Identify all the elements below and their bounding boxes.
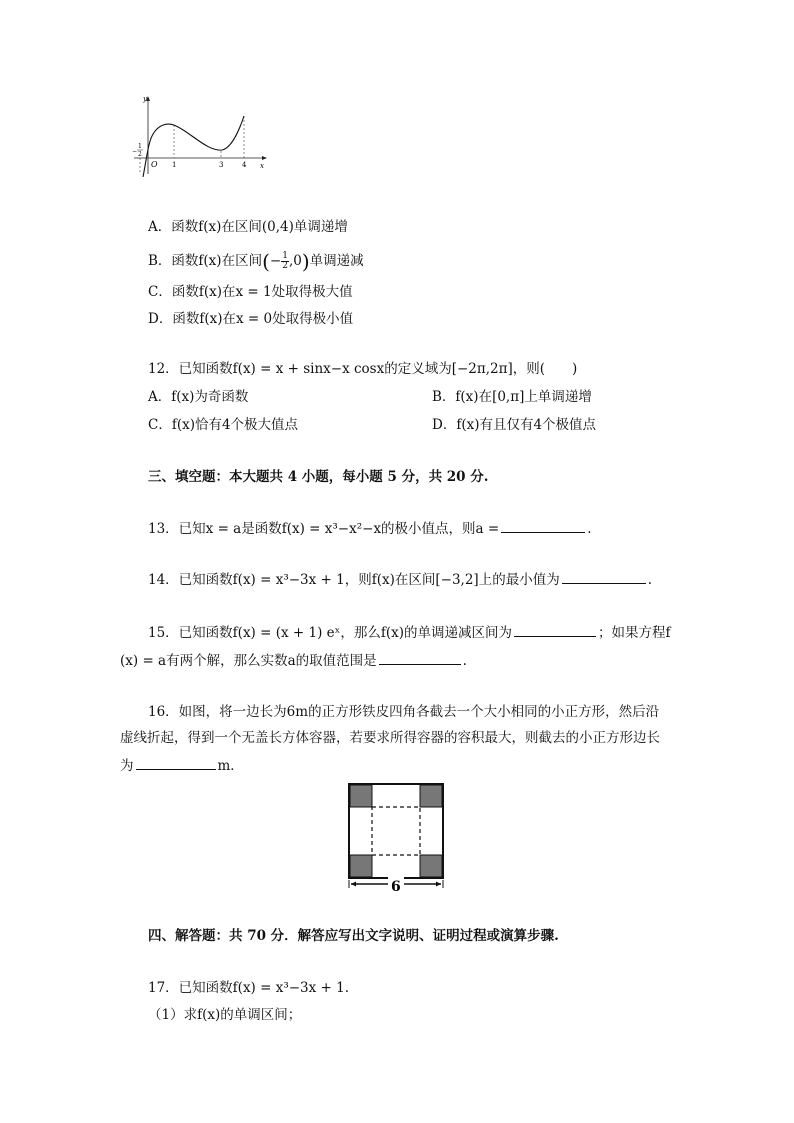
corner-square-bl [350, 855, 372, 877]
q15-answer-blank-2[interactable] [379, 650, 461, 665]
corner-square-tl [350, 785, 372, 807]
q12-option-c: C．f(x)恰有4个极大值点 [148, 417, 299, 433]
q11-option-c: C．函数f(x)在x = 1处取得极大值 [148, 284, 353, 300]
dimension-label: 6 [391, 879, 401, 892]
q11-option-b-frac: $\frac{1}{2}$ [282, 251, 288, 271]
q14-text: 14．已知函数f(x) = x³−3x + 1，则f(x)在区间[−3,2]上的最小值为 [148, 572, 560, 588]
q15-line-1: 15．已知函数f(x) = (x + 1) eˣ，那么f(x)的单调递减区间为 ；如果方程f [148, 622, 671, 642]
q13-text: 13．已知x = a是函数f(x) = x³−x²−x的极小值点，则a = [148, 521, 500, 537]
q15-answer-blank-1[interactable] [514, 622, 596, 637]
neg-half-num: 1 [138, 143, 142, 150]
q11-option-b: B．函数f(x)在区间(− $\frac{1}{2}$ ,0)单调递减 [148, 249, 364, 274]
square-sheet-figure [342, 780, 448, 892]
q13: 13．已知x = a是函数f(x) = x³−x²−x的极小值点，则a = . [148, 518, 592, 538]
q15-text-2: (x) = a有两个解，那么实数a的取值范围是 [120, 653, 377, 669]
q16-line-1: 16．如图，将一边长为6m的正方形铁皮四角各截去一个大小相同的小正方形，然后沿 [148, 704, 660, 720]
q12-option-d: D．f(x)有且仅有4个极值点 [432, 417, 597, 433]
q15-text-1: 15．已知函数f(x) = (x + 1) eˣ，那么f(x)的单调递减区间为 [148, 625, 512, 641]
q12-option-b: B．f(x)在[0,π]上单调递增 [432, 389, 592, 405]
q17-stem: 17．已知函数f(x) = x³−3x + 1. [148, 980, 350, 996]
neg-half-sign: − [132, 148, 138, 155]
tick-4-label: 4 [242, 161, 247, 169]
q11-option-a: A．函数f(x)在区间(0,4)单调递增 [148, 219, 348, 235]
corner-square-tr [420, 785, 442, 807]
q11-option-d: D．函数f(x)在x = 0处取得极小值 [148, 311, 354, 327]
origin-label: O [151, 160, 158, 169]
y-axis-label: y [143, 95, 147, 103]
q16-line-2: 虚线折起，得到一个无盖长方体容器，若要求所得容器的容积最大，则截去的小正方形边长 [120, 730, 660, 746]
q16-line-3: 为 m． [120, 755, 244, 775]
x-axis-label: x [260, 162, 264, 170]
function-graph [128, 92, 273, 177]
tick-3-label: 3 [219, 161, 224, 169]
q11-option-b-pre: B．函数f(x)在区间 [148, 253, 263, 269]
neg-half-den: 2 [138, 151, 142, 158]
section-3-heading: 三、填空题：本大题共 4 小题，每小题 5 分，共 20 分. [148, 469, 489, 485]
q17-part-1: （1）求f(x)的单调区间； [148, 1007, 302, 1023]
tick-1-label: 1 [172, 161, 177, 169]
q15-line-2: (x) = a有两个解，那么实数a的取值范围是 . [120, 650, 467, 670]
q12-option-a: A．f(x)为奇函数 [148, 389, 249, 405]
function-curve [143, 116, 244, 177]
q14-answer-blank[interactable] [562, 569, 646, 584]
q14: 14．已知函数f(x) = x³−3x + 1，则f(x)在区间[−3,2]上的最小值为 . [148, 569, 652, 589]
q13-answer-blank[interactable] [501, 518, 585, 533]
q11-option-b-post: 单调递减 [309, 253, 364, 269]
q16-answer-blank[interactable] [136, 755, 216, 770]
section-4-heading: 四、解答题：共 70 分．解答应写出文字说明、证明过程或演算步骤. [148, 928, 559, 944]
q12-stem: 12．已知函数f(x) = x + sinx−x cosx的定义域为[−2π,2π]，则( ) [148, 361, 578, 377]
corner-square-br [420, 855, 442, 877]
